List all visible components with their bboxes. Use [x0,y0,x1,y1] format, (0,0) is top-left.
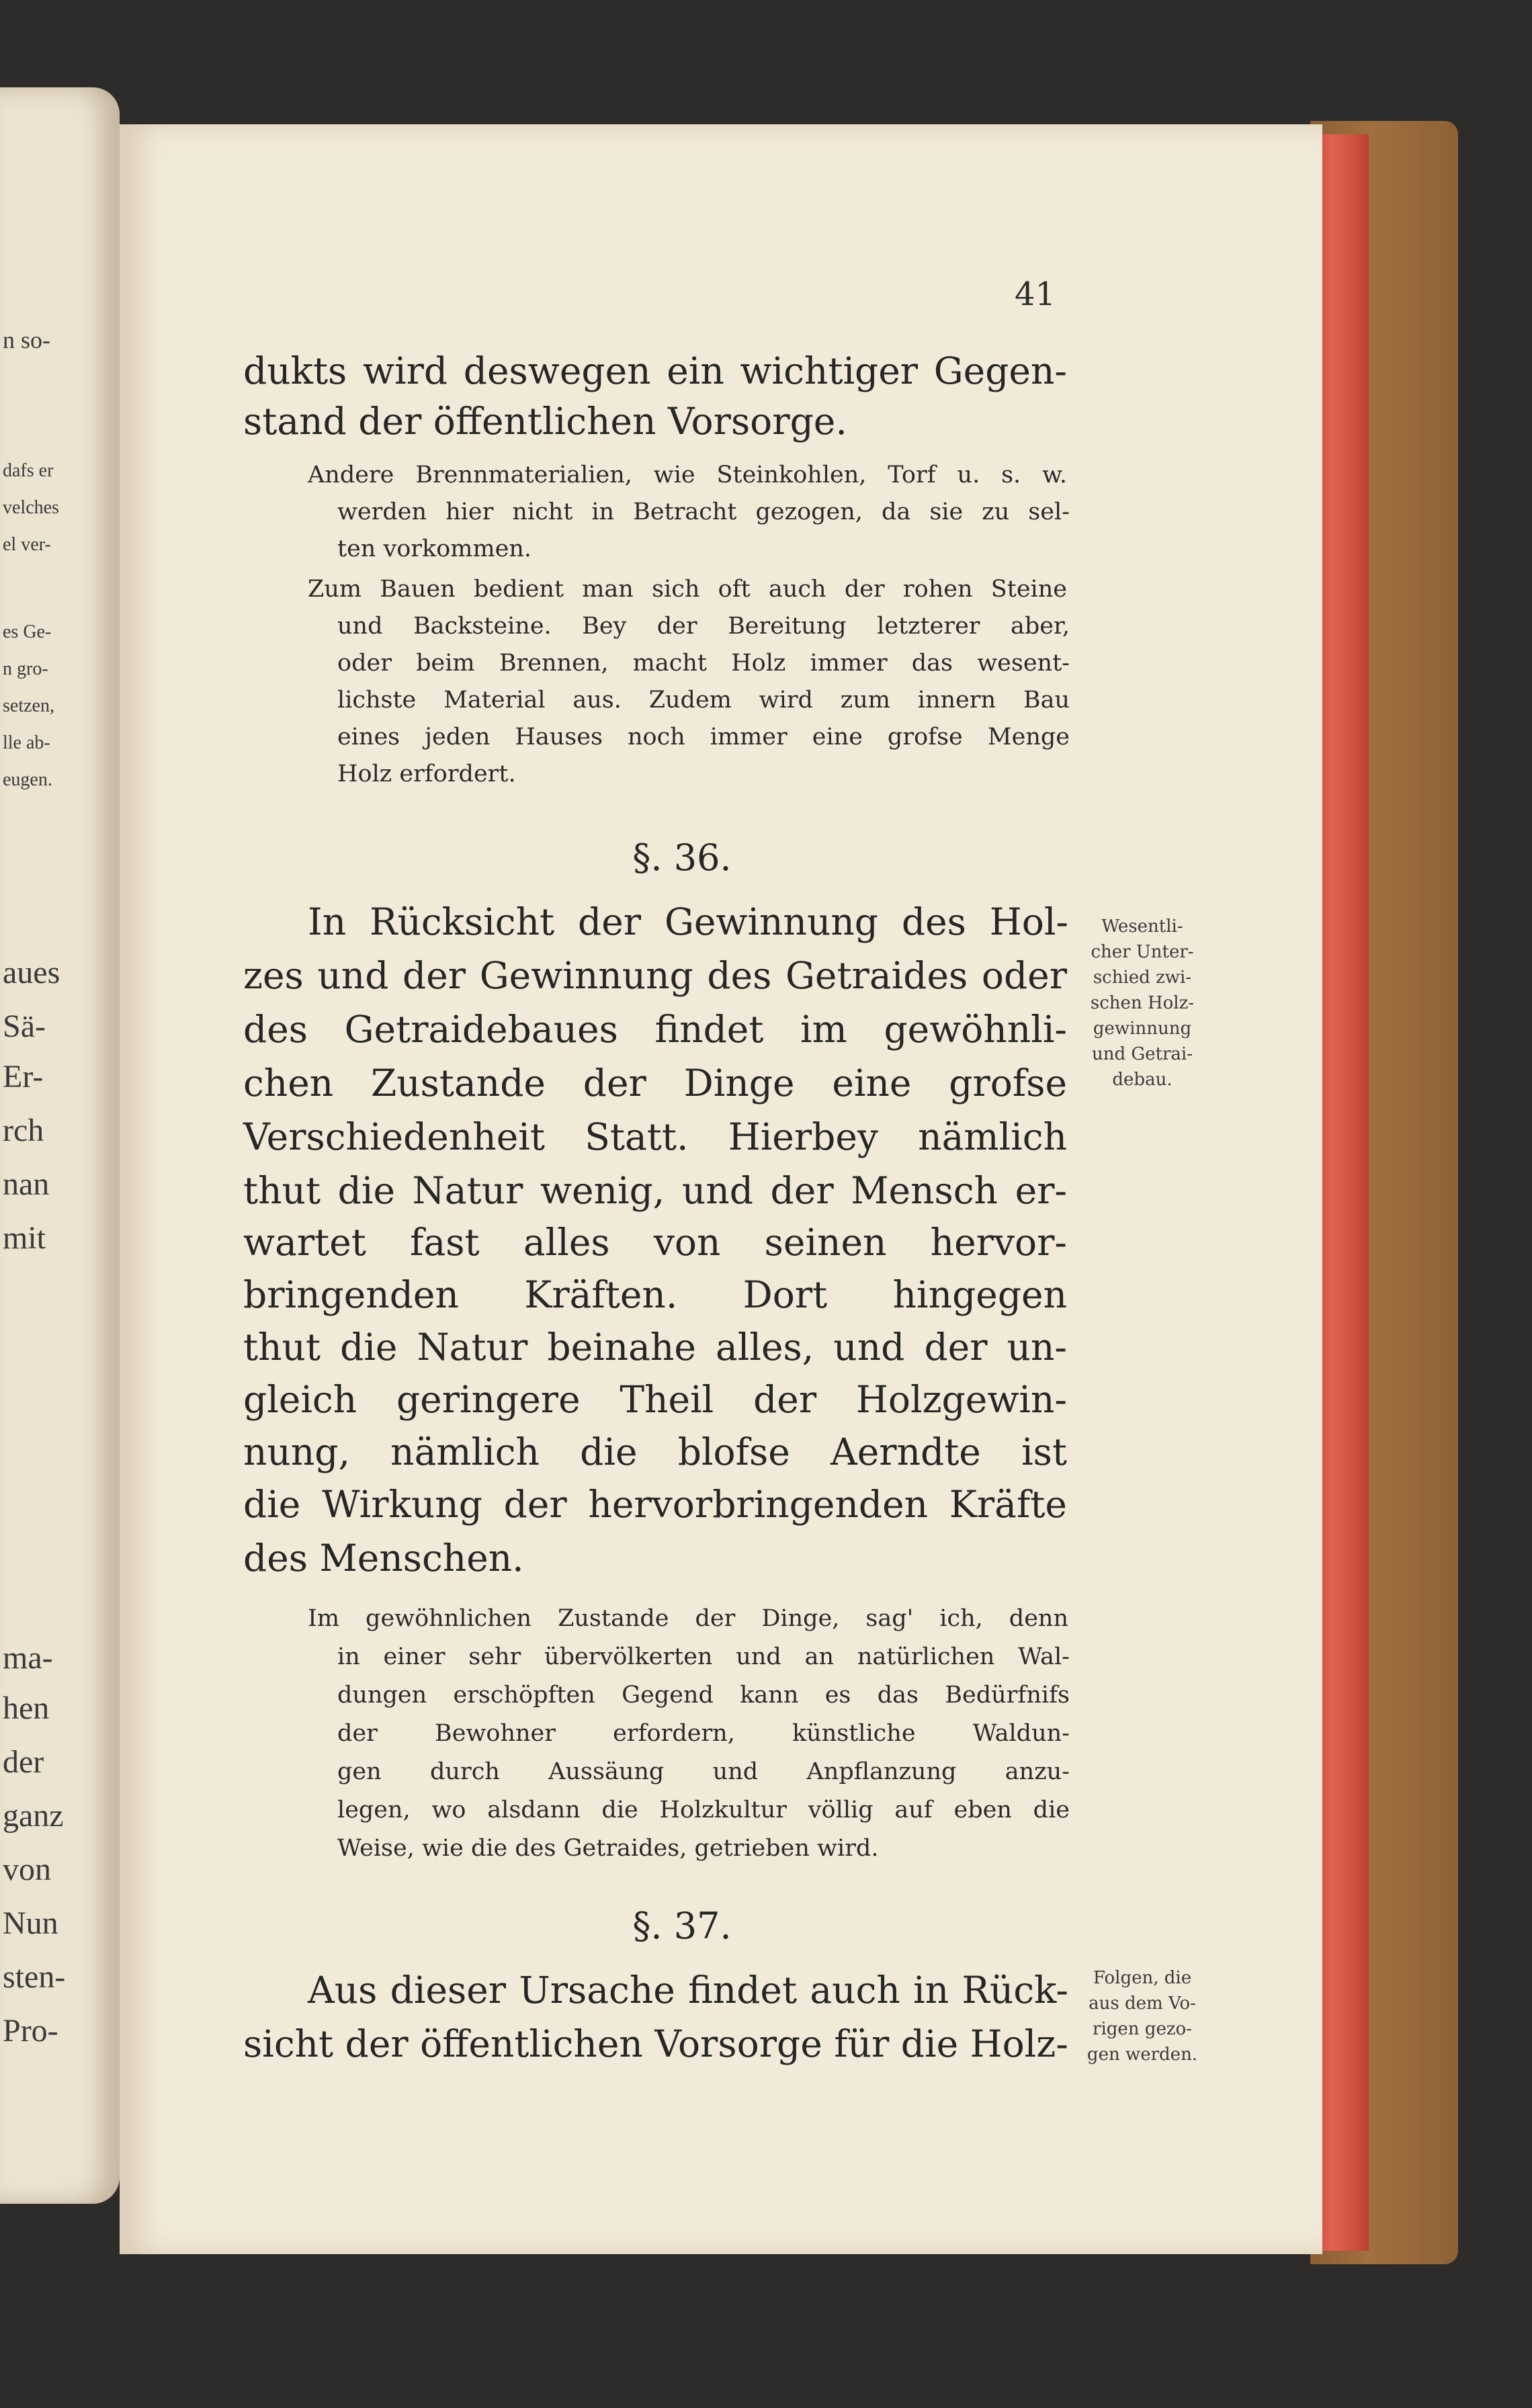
left-page-line: n so- [3,327,50,353]
margin-note-line: und Getrai- [1091,1044,1193,1064]
body-line: thut die Natur beinahe alles, und der un- [243,1326,1067,1369]
left-page-line: Er- [3,1059,44,1094]
page-number: 41 [1015,275,1056,313]
body-line: die Wirkung der hervorbringenden Kräfte [243,1483,1067,1526]
left-facing-page [0,87,120,2204]
margin-note-line: gewinnung [1093,1019,1192,1039]
section-heading-37: §. 37. [632,1905,732,1947]
note-line: werden hier nicht in Betracht gezogen, da sie zu sel- [337,499,1070,525]
body-line: nung, nämlich die blofse Aerndte ist [243,1430,1067,1473]
left-page-line: sten- [3,1959,66,1995]
body-line: chen Zustande der Dinge eine grofse [243,1062,1067,1105]
left-page-line: eugen. [3,769,52,790]
note-line: eines jeden Hauses noch immer eine grofse Menge [337,724,1070,750]
left-page-line: lle ab- [3,732,50,753]
margin-note-line: gen werden. [1087,2045,1198,2065]
note-line: gen durch Aussäung und Anpflanzung anzu- [337,1758,1070,1785]
margin-note-37 [1075,1965,1209,2067]
left-page-line: ganz [3,1798,64,1834]
note-line: Andere Brennmaterialien, wie Steinkohlen, Torf u. s. w. [308,462,1067,488]
body-line: des Getraidebaues findet im gewöhnli- [243,1008,1067,1051]
note-line: ten vorkommen. [337,535,532,562]
note-line: oder beim Brennen, macht Holz immer das wesent- [337,650,1070,677]
note-line: dungen erschöpften Gegend kann es das Bedürfnifs [337,1682,1070,1709]
note-line: Weise, wie die des Getraides, getrieben wird. [337,1835,879,1862]
left-page-line: mit [3,1220,46,1256]
body-line: zes und der Gewinnung des Getraides oder [243,954,1067,997]
body-line: thut die Natur wenig, und der Mensch er- [243,1169,1067,1212]
left-page-line: velches [3,497,59,518]
left-page-line: n gro- [3,658,48,679]
margin-note-line: schied zwi- [1093,968,1192,988]
body-line: dukts wird deswegen ein wichtiger Gegen- [243,349,1067,392]
margin-note-line: cher Unter- [1091,942,1194,962]
note-line: und Backsteine. Bey der Bereitung letzterer aber, [337,613,1070,640]
margin-note-line: debau. [1112,1070,1173,1090]
left-page-line: der [3,1744,44,1780]
note-line: Zum Bauen bedient man sich oft auch der rohen Steine [308,576,1067,603]
left-page-line: el ver- [3,534,51,555]
left-page-line: setzen, [3,695,54,716]
left-page-line: es Ge- [3,621,52,642]
left-page-line: Pro- [3,2013,58,2049]
left-page-line: aues [3,955,60,990]
note-line: in einer sehr übervölkerten und an natürlichen Wal- [337,1643,1070,1670]
margin-note-line: Folgen, die [1093,1968,1192,1988]
section-heading-36: §. 36. [632,836,732,879]
left-page-line: von [3,1852,51,1887]
note-line: legen, wo alsdann die Holzkultur völlig auf eben die [337,1797,1070,1823]
margin-note-line: rigen gezo- [1093,2019,1192,2039]
note-line: Holz erfordert. [337,761,516,787]
body-line: des Menschen. [243,1537,524,1580]
note-line: der Bewohner erfordern, künstliche Waldun- [337,1720,1070,1747]
left-page-line: Sä- [3,1008,46,1044]
margin-note-line: schen Holz- [1090,993,1195,1013]
body-line: Verschiedenheit Statt. Hierbey nämlich [243,1115,1067,1158]
margin-note-line: aus dem Vo- [1089,1993,1196,2014]
left-page-line: Nun [3,1905,58,1941]
note-line: Im gewöhnlichen Zustande der Dinge, sag' ich, denn [308,1605,1068,1632]
left-page-line: ma- [3,1640,53,1676]
left-page-line: dafs er [3,460,54,481]
body-line: bringenden Kräften. Dort hingegen [243,1273,1067,1316]
body-line: wartet fast alles von seinen hervor- [243,1221,1067,1264]
left-page-line: rch [3,1113,44,1148]
left-page-line: hen [3,1690,50,1726]
body-line: In Rücksicht der Gewinnung des Hol- [308,900,1068,943]
body-line: stand der öffentlichen Vorsorge. [243,400,847,443]
left-page-line: nan [3,1166,50,1202]
note-line: lichste Material aus. Zudem wird zum innern Bau [337,687,1070,714]
body-line: sicht der öffentlichen Vorsorge für die Holz- [243,2022,1068,2065]
body-line: gleich geringere Theil der Holzgewin- [243,1378,1067,1421]
margin-note-line: Wesentli- [1101,916,1183,937]
margin-note-36 [1075,914,1209,1092]
body-line: Aus dieser Ursache findet auch in Rück- [308,1969,1068,2012]
